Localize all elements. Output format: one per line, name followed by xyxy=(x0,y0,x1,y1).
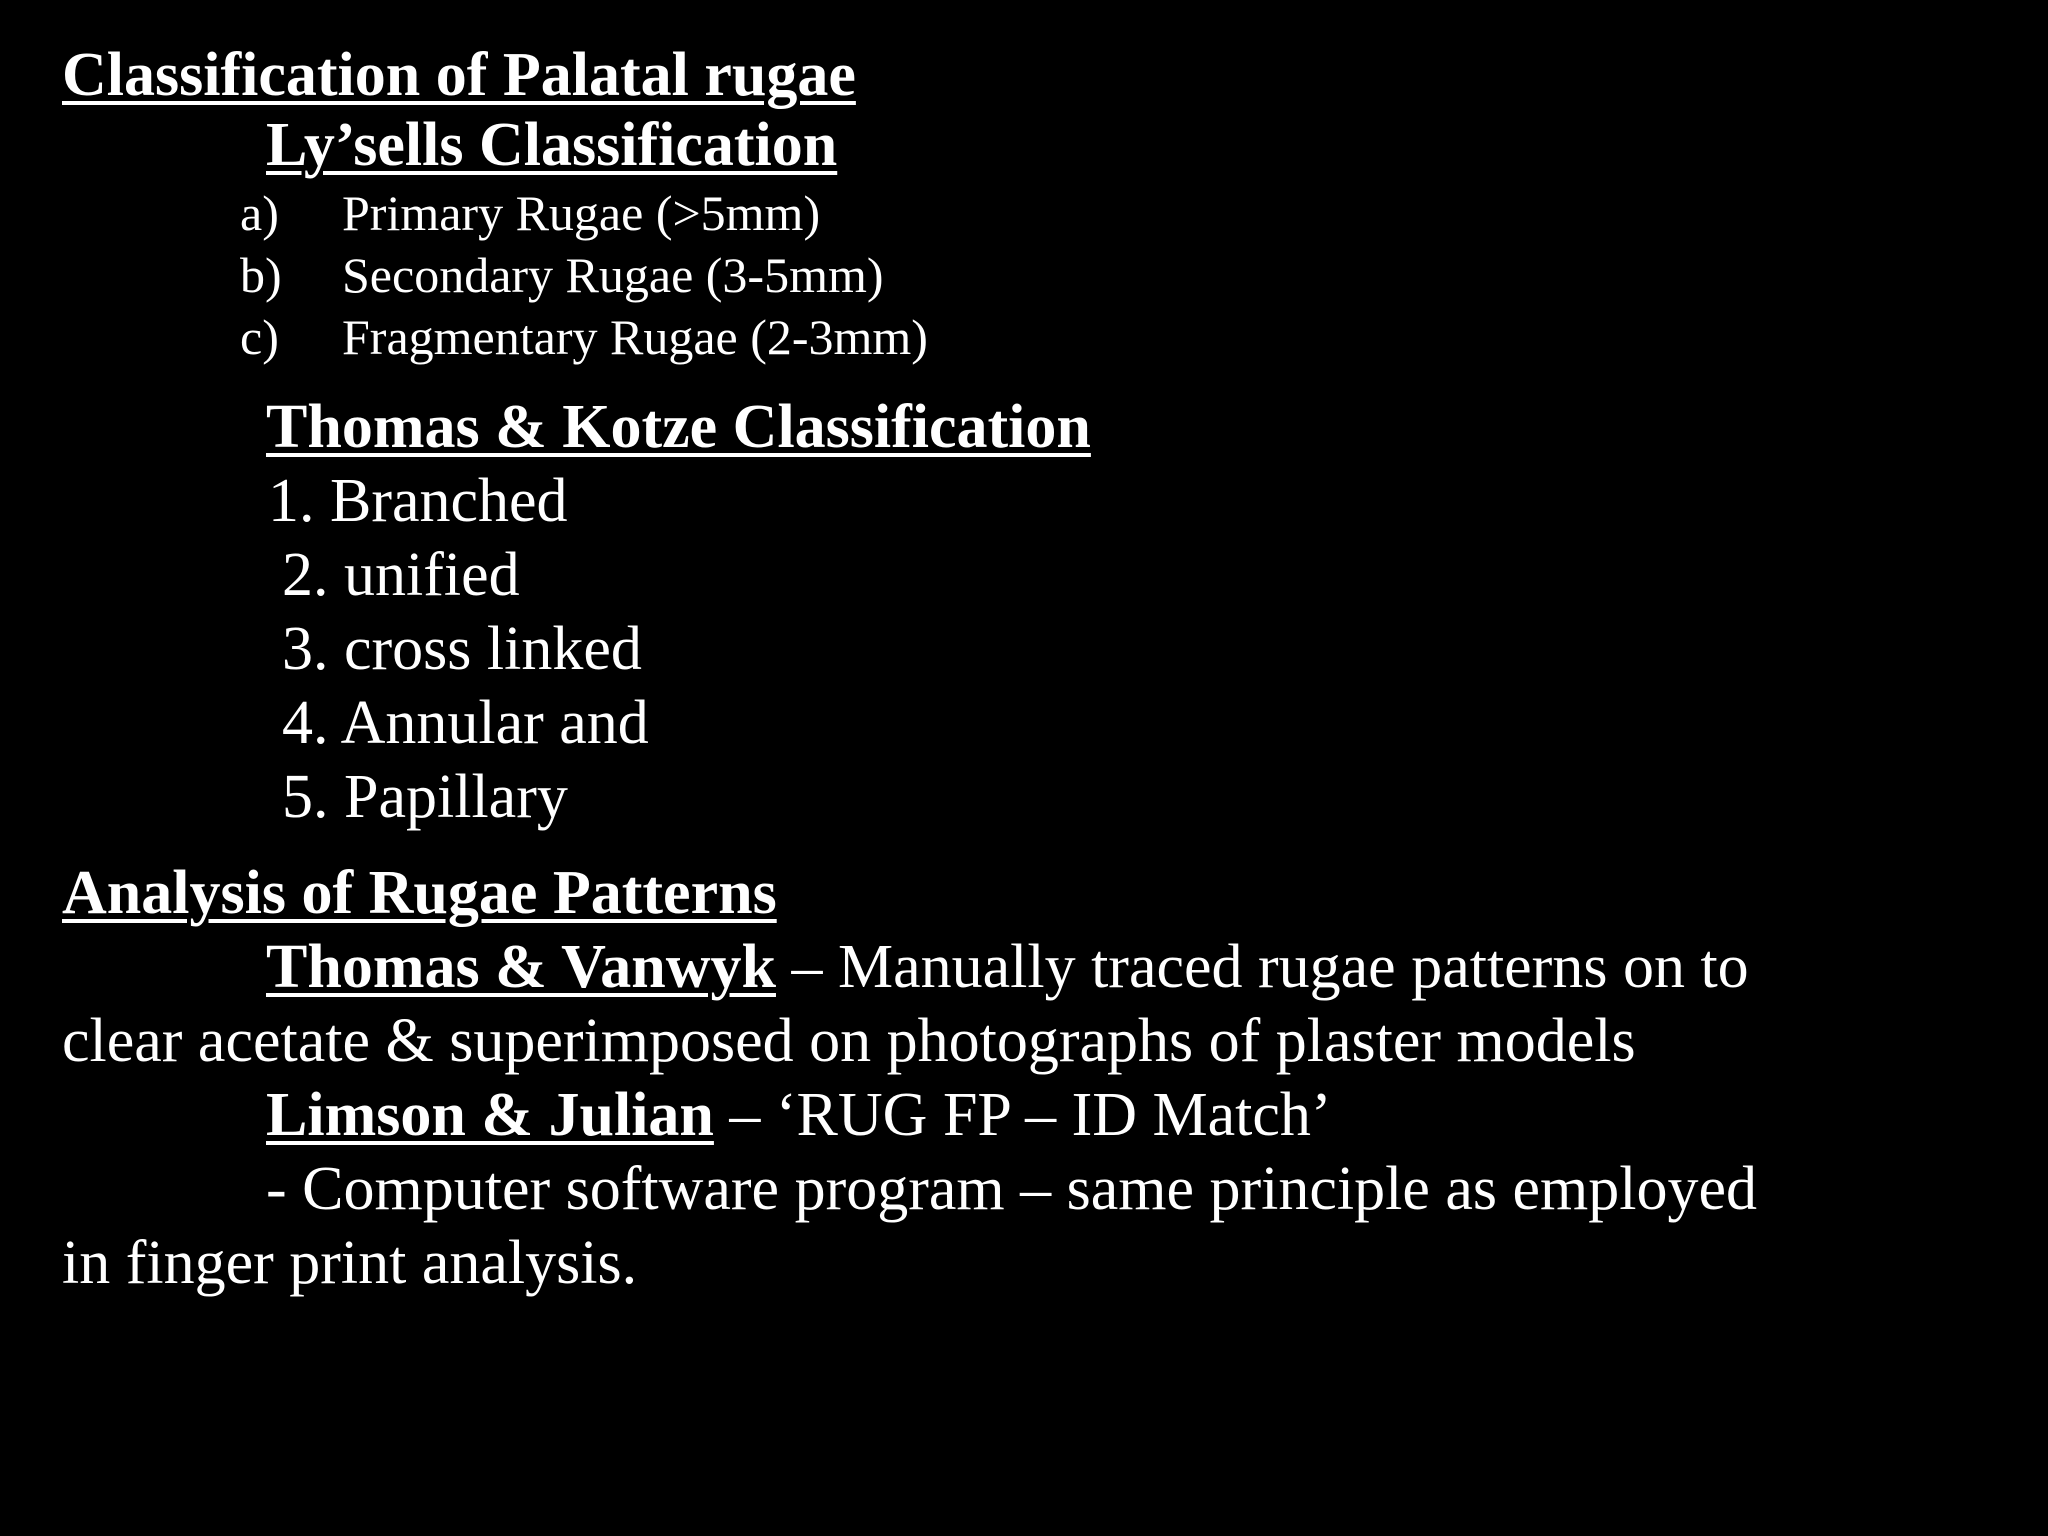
list-item-text: Primary Rugae (>5mm) xyxy=(342,185,821,241)
list-marker: c) xyxy=(240,309,279,365)
limson-name: Limson & Julian xyxy=(266,1081,714,1149)
analysis-heading: Analysis of Rugae Patterns xyxy=(62,859,777,927)
lysell-heading: Ly’sells Classification xyxy=(266,111,838,179)
thomas-vanwyk-continuation: clear acetate & superimposed on photographs of plaster models xyxy=(62,1007,1636,1075)
limson-description-continuation: in finger print analysis. xyxy=(62,1229,638,1297)
limson-text: – ‘RUG FP – ID Match’ xyxy=(713,1081,1332,1149)
list-item-text: Secondary Rugae (3-5mm) xyxy=(342,247,884,303)
thomas-vanwyk-name: Thomas & Vanwyk xyxy=(266,933,776,1001)
list-marker: a) xyxy=(240,185,279,241)
list-item-text: Fragmentary Rugae (2-3mm) xyxy=(342,309,928,365)
thomas-kotze-item: 5. Papillary xyxy=(282,763,568,831)
limson-description: - Computer software program – same principle as employed xyxy=(266,1155,1757,1223)
thomas-kotze-heading: Thomas & Kotze Classification xyxy=(266,393,1091,461)
thomas-vanwyk-text: – Manually traced rugae patterns on to xyxy=(775,933,1749,1001)
thomas-vanwyk-line xyxy=(266,933,1749,1001)
thomas-kotze-item: 4. Annular and xyxy=(282,689,649,757)
thomas-kotze-item: 2. unified xyxy=(282,541,520,609)
limson-line xyxy=(266,1081,1332,1149)
thomas-kotze-item: 3. cross linked xyxy=(282,615,642,683)
lysell-item xyxy=(240,309,928,365)
thomas-kotze-item: 1. Branched xyxy=(268,467,568,535)
lysell-item xyxy=(240,247,884,303)
lysell-item xyxy=(240,185,821,241)
slide-title: Classification of Palatal rugae xyxy=(62,41,856,109)
list-marker: b) xyxy=(240,247,282,303)
